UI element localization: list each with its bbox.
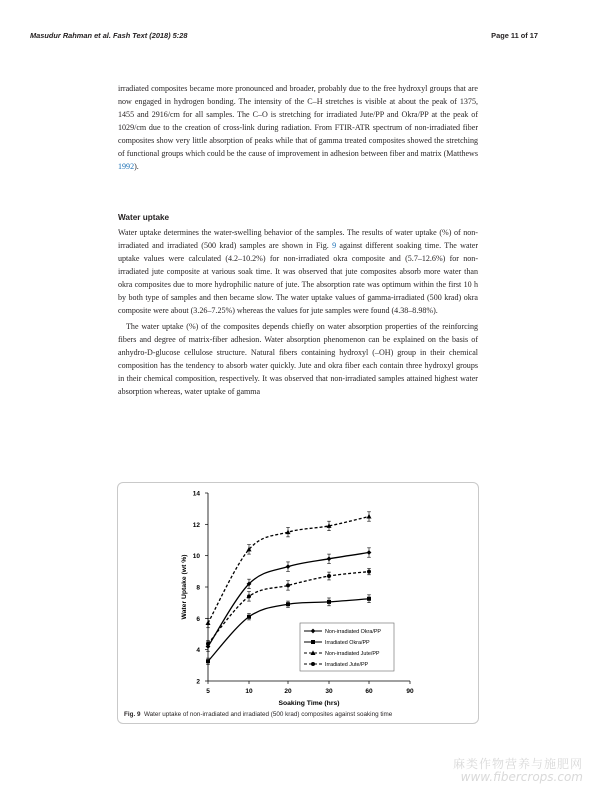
paragraph-water-uptake-text: Water uptake determines the water-swelling behavior of the samples. The results of water uptake (%) of non-irradiated and irradiated (500 krad) samples are shown in Fig. xyxy=(118,228,478,250)
paragraph-ftir-text: irradiated composites became more pronounced and broader, probably due to the free hydroxyl groups that are now engaged in hydrogen bonding. The intensity of the C–H stretches is visible at about the peak of 1375, 1455 and 2916/cm for all samples. The C–O is stretching for irradiated Jute/PP and Okra/PP at the peak of 1029/cm due to the creation of cross-link during radiation. From FTIR-ATR spectrum of non-irradiated fiber composites show very little absorption of peaks while that of gamma treated composites showed the stretching of functional groups which could be the cause of improvement in adhesion between fiber and matrix (Matthews xyxy=(118,84,478,158)
paragraph-ftir-end: ). xyxy=(134,162,139,171)
x-tick-label: 60 xyxy=(365,688,373,695)
figure-link-9[interactable]: 9 xyxy=(332,241,337,250)
y-tick-label: 14 xyxy=(192,490,200,498)
x-tick-label: 20 xyxy=(284,688,292,695)
section-heading: Water uptake xyxy=(118,213,170,222)
data-point-2 xyxy=(247,615,251,619)
figure-caption-text: Water uptake of non-irradiated and irradiated (500 krad) composites against soaking time xyxy=(143,711,393,718)
x-tick-label: 30 xyxy=(325,688,333,695)
data-point-1 xyxy=(286,564,291,569)
legend-marker xyxy=(311,662,315,666)
y-tick-label: 2 xyxy=(196,678,200,686)
data-point-4 xyxy=(247,594,251,598)
paragraph-ftir xyxy=(118,82,478,173)
data-point-2 xyxy=(286,602,290,606)
data-point-4 xyxy=(206,642,210,646)
data-point-2 xyxy=(327,600,331,604)
figure-caption-label: Fig. 9 xyxy=(124,711,141,718)
legend-marker xyxy=(311,640,315,644)
x-tick-label: 5 xyxy=(206,688,210,695)
x-tick-label: 10 xyxy=(245,688,253,695)
watermark-url: www.fibercrops.com xyxy=(460,770,583,784)
x-tick-label: 90 xyxy=(406,688,414,695)
data-point-1 xyxy=(327,556,332,561)
paragraph-absorption: The water uptake (%) of the composites depends chiefly on water absorption properties of the reinforcing fibers and degree of matrix-fiber adhesion. Water absorption phenomenon can be explained on the basis of anhydro-D-glucose cellulose structure. Natural fibers containing hydroxyl (–OH) group in their chemical composition has the tendency to absorb water quickly. Jute and okra fiber each contain three hydroxyl groups in their chemical composition, respectively. It was observed that non-irradiated samples attained highest water absorption whereas, water uptake of gamma xyxy=(118,322,478,396)
paragraph-water-uptake xyxy=(118,226,478,398)
data-point-4 xyxy=(367,570,371,574)
legend-label: Irradiated Okra/PP xyxy=(325,640,370,647)
figure-caption xyxy=(124,711,392,718)
data-point-2 xyxy=(367,597,371,601)
data-point-4 xyxy=(286,583,290,587)
page-number: Page 11 of 17 xyxy=(491,31,538,40)
data-point-4 xyxy=(327,574,331,578)
x-axis-title: Soaking Time (hrs) xyxy=(278,700,340,707)
legend-label: Non-irradiated Okra/PP xyxy=(325,629,382,636)
paragraph-water-uptake-rest: against different soaking time. The water uptake values were calculated (4.2–10.2%) for non-irradiated okra composite and (5.7–12.6%) for non-irradiated jute composite at various soak time. It was observed that jute composites absorb more water than okra composites due to more hydrophilic nature of jute. The absorption rate was optimum within the first 10 h by both type of samples and then became slow. The water uptake values of gamma-irradiated (500 krad) okra composite were about (3.26–7.25%) whereas the values for jute samples were found (4.38–8.98%). xyxy=(118,241,478,315)
y-tick-label: 12 xyxy=(192,521,200,529)
y-tick-label: 8 xyxy=(196,584,200,592)
y-tick-label: 4 xyxy=(196,647,200,655)
watermark-chinese: 麻类作物营养与施肥网 xyxy=(452,757,583,771)
water-uptake-chart xyxy=(118,483,478,723)
data-point-2 xyxy=(206,659,210,663)
legend-label: Irradiated Jute/PP xyxy=(325,662,369,669)
citation-link-matthews[interactable]: 1992 xyxy=(118,162,135,171)
running-header-journal: et al. Fash Text (2018) 5:28 xyxy=(92,31,188,40)
running-header-citation xyxy=(30,31,187,40)
data-point-1 xyxy=(367,550,372,555)
running-header-author: Masudur Rahman xyxy=(30,31,93,40)
data-point-3 xyxy=(286,530,291,535)
data-point-3 xyxy=(367,514,372,519)
y-tick-label: 6 xyxy=(196,615,200,623)
y-axis-title: Water Uptake (wt %) xyxy=(181,554,188,620)
y-tick-label: 10 xyxy=(192,553,200,561)
legend-label: Non-irradiated Jute/PP xyxy=(325,651,380,658)
figure-frame xyxy=(117,482,479,724)
